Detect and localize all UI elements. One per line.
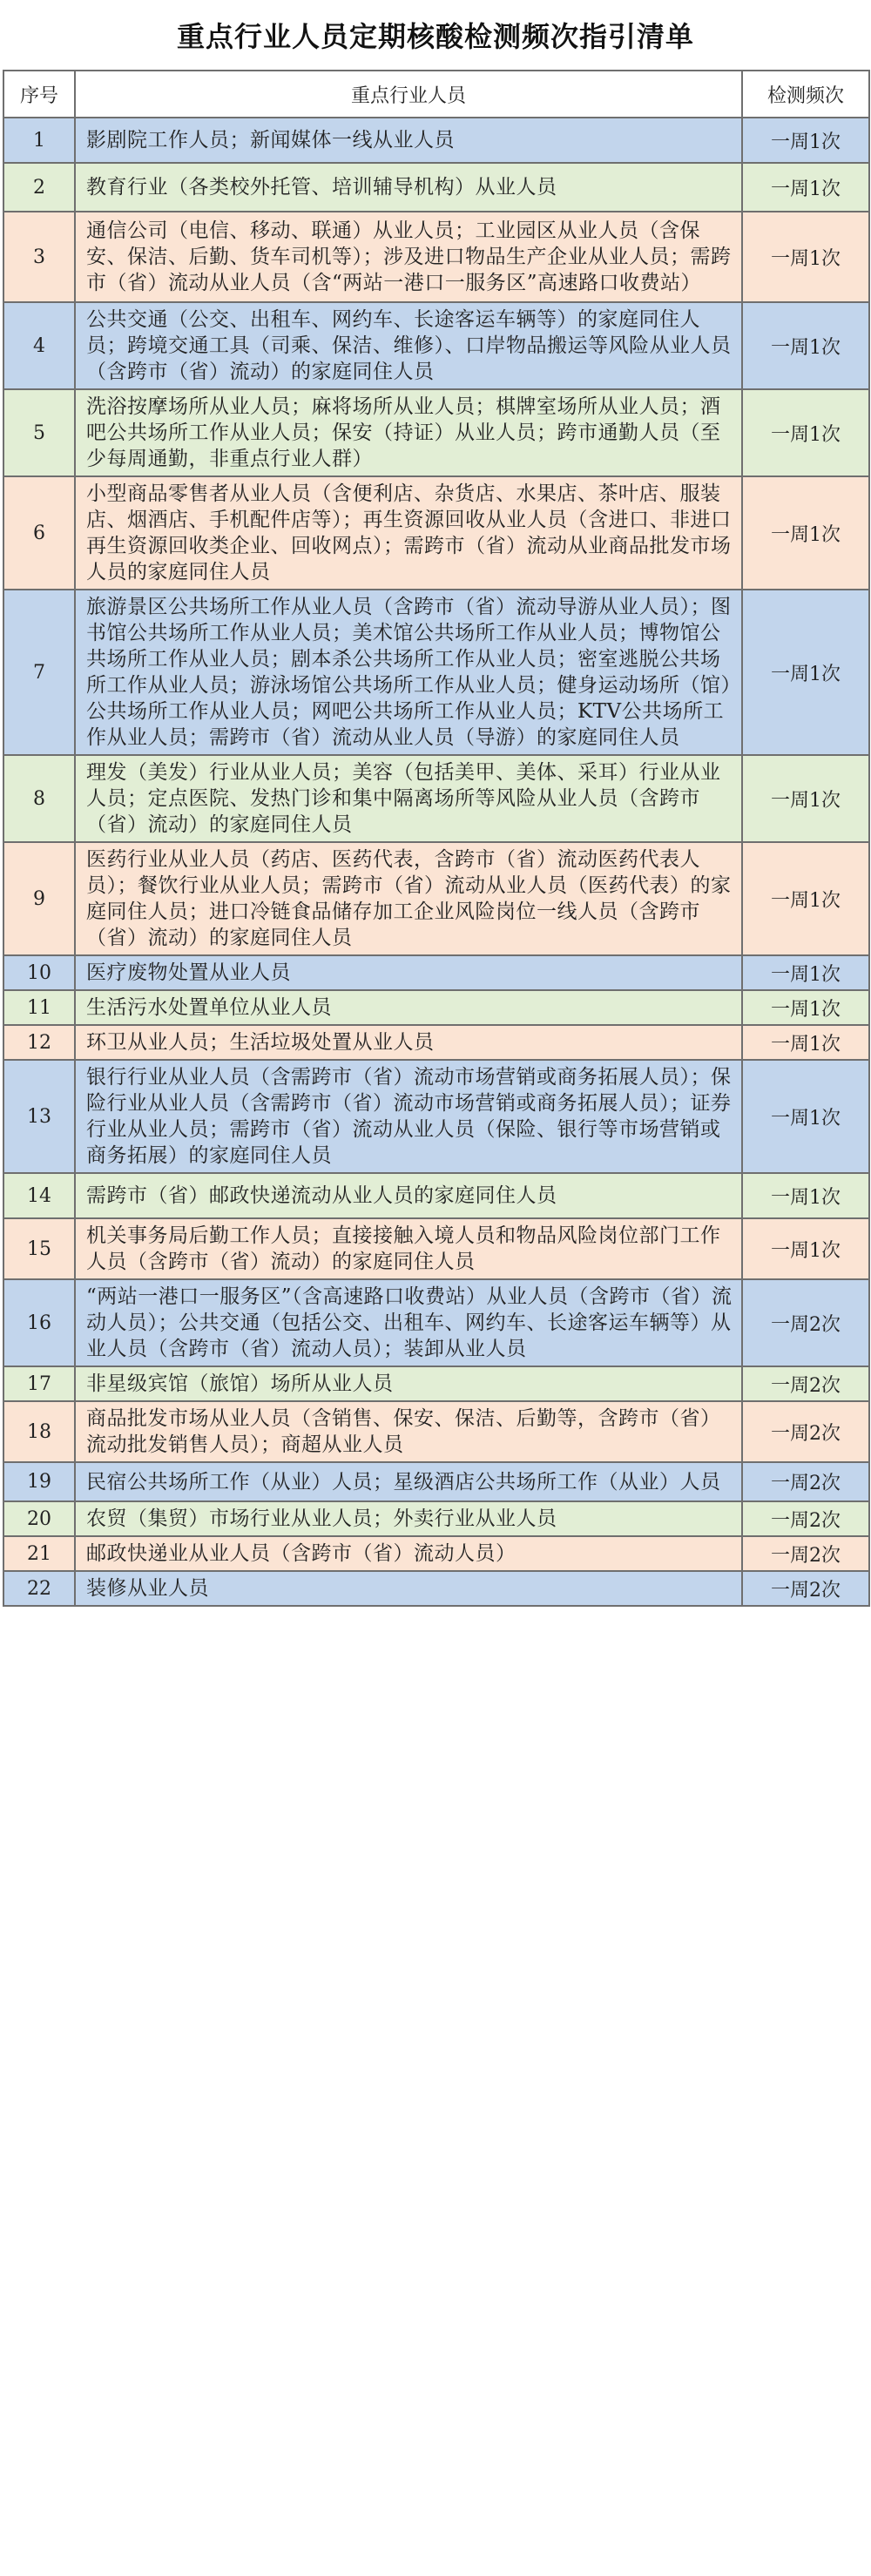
table-row xyxy=(3,1501,869,1536)
row-staff: 商品批发市场从业人员（含销售、保安、保洁、后勤等，含跨市（省）流动批发销售人员）；商超从业人员 xyxy=(75,1401,742,1462)
frequency-table xyxy=(3,70,870,1607)
row-staff: 洗浴按摩场所从业人员；麻将场所从业人员；棋牌室场所从业人员；酒吧公共场所工作从业人员；保安（持证）从业人员；跨市通勤人员（至少每周通勤，非重点行业人群） xyxy=(75,389,742,476)
row-frequency: 一周2次 xyxy=(742,1279,869,1366)
row-number: 13 xyxy=(3,1060,75,1173)
row-number: 7 xyxy=(3,590,75,755)
row-frequency: 一周1次 xyxy=(742,302,869,389)
row-number: 10 xyxy=(3,955,75,990)
row-staff: 医药行业从业人员（药店、医药代表，含跨市（省）流动医药代表人员）；餐饮行业从业人员；需跨市（省）流动从业人员（医药代表）的家庭同住人员；进口冷链食品储存加工企业风险岗位一线人员（含跨市（省）流动）的家庭同住人员 xyxy=(75,842,742,955)
row-number: 21 xyxy=(3,1536,75,1571)
row-frequency: 一周2次 xyxy=(742,1536,869,1571)
table-row xyxy=(3,212,869,302)
row-staff: 装修从业人员 xyxy=(75,1571,742,1606)
table-row xyxy=(3,1025,869,1060)
header-staff: 重点行业人员 xyxy=(75,71,742,118)
table-row xyxy=(3,990,869,1025)
row-staff: 环卫从业人员；生活垃圾处置从业人员 xyxy=(75,1025,742,1060)
row-number: 14 xyxy=(3,1173,75,1218)
page-title: 重点行业人员定期核酸检测频次指引清单 xyxy=(176,20,694,53)
row-number: 15 xyxy=(3,1218,75,1279)
table-row xyxy=(3,389,869,476)
row-staff: 小型商品零售者从业人员（含便利店、杂货店、水果店、茶叶店、服装店、烟酒店、手机配件店等）；再生资源回收从业人员（含进口、非进口再生资源回收类企业、回收网点）；需跨市（省）流动从业商品批发市场人员的家庭同住人员 xyxy=(75,476,742,590)
table-row xyxy=(3,118,869,163)
row-number: 1 xyxy=(3,118,75,163)
row-staff: 通信公司（电信、移动、联通）从业人员；工业园区从业人员（含保安、保洁、后勤、货车司机等）；涉及进口物品生产企业从业人员；需跨市（省）流动从业人员（含“两站一港口一服务区”高速路口收费站） xyxy=(75,212,742,302)
row-number: 8 xyxy=(3,755,75,842)
row-frequency: 一周1次 xyxy=(742,1218,869,1279)
row-number: 6 xyxy=(3,476,75,590)
table-row xyxy=(3,755,869,842)
row-staff: 理发（美发）行业从业人员；美容（包括美甲、美体、采耳）行业从业人员；定点医院、发热门诊和集中隔离场所等风险从业人员（含跨市（省）流动）的家庭同住人员 xyxy=(75,755,742,842)
row-number: 12 xyxy=(3,1025,75,1060)
row-number: 9 xyxy=(3,842,75,955)
table-row xyxy=(3,1366,869,1401)
row-number: 2 xyxy=(3,163,75,212)
row-frequency: 一周1次 xyxy=(742,389,869,476)
row-frequency: 一周1次 xyxy=(742,842,869,955)
row-staff: “两站一港口一服务区”（含高速路口收费站）从业人员（含跨市（省）流动人员）；公共交通（包括公交、出租车、网约车、长途客运车辆等）从业人员（含跨市（省）流动人员）；装卸从业人员 xyxy=(75,1279,742,1366)
row-number: 3 xyxy=(3,212,75,302)
table-row xyxy=(3,955,869,990)
table-row xyxy=(3,842,869,955)
table-row xyxy=(3,590,869,755)
row-frequency: 一周1次 xyxy=(742,590,869,755)
row-staff: 非星级宾馆（旅馆）场所从业人员 xyxy=(75,1366,742,1401)
row-staff: 银行行业从业人员（含需跨市（省）流动市场营销或商务拓展人员）；保险行业从业人员（含需跨市（省）流动市场营销或商务拓展人员）；证券行业从业人员；需跨市（省）流动从业人员（保险、银行等市场营销或商务拓展）的家庭同住人员 xyxy=(75,1060,742,1173)
table-body xyxy=(3,118,869,1606)
table-row xyxy=(3,1401,869,1462)
row-staff: 生活污水处置单位从业人员 xyxy=(75,990,742,1025)
row-frequency: 一周1次 xyxy=(742,1173,869,1218)
table-row xyxy=(3,1462,869,1501)
row-staff: 邮政快递业从业人员（含跨市（省）流动人员） xyxy=(75,1536,742,1571)
row-staff: 教育行业（各类校外托管、培训辅导机构）从业人员 xyxy=(75,163,742,212)
row-number: 18 xyxy=(3,1401,75,1462)
row-number: 22 xyxy=(3,1571,75,1606)
row-number: 11 xyxy=(3,990,75,1025)
row-staff: 公共交通（公交、出租车、网约车、长途客运车辆等）的家庭同住人员；跨境交通工具（司乘、保洁、维修）、口岸物品搬运等风险从业人员（含跨市（省）流动）的家庭同住人员 xyxy=(75,302,742,389)
table-row xyxy=(3,1218,869,1279)
row-number: 5 xyxy=(3,389,75,476)
row-staff: 机关事务局后勤工作人员；直接接触入境人员和物品风险岗位部门工作人员（含跨市（省）流动）的家庭同住人员 xyxy=(75,1218,742,1279)
row-frequency: 一周1次 xyxy=(742,212,869,302)
row-staff: 医疗废物处置从业人员 xyxy=(75,955,742,990)
row-staff: 民宿公共场所工作（从业）人员；星级酒店公共场所工作（从业）人员 xyxy=(75,1462,742,1501)
row-frequency: 一周1次 xyxy=(742,755,869,842)
row-frequency: 一周2次 xyxy=(742,1571,869,1606)
row-frequency: 一周1次 xyxy=(742,1025,869,1060)
row-number: 16 xyxy=(3,1279,75,1366)
row-frequency: 一周2次 xyxy=(742,1462,869,1501)
row-frequency: 一周1次 xyxy=(742,163,869,212)
row-frequency: 一周1次 xyxy=(742,118,869,163)
header-freq: 检测频次 xyxy=(742,71,869,118)
row-frequency: 一周1次 xyxy=(742,476,869,590)
row-frequency: 一周1次 xyxy=(742,990,869,1025)
row-frequency: 一周2次 xyxy=(742,1366,869,1401)
row-frequency: 一周1次 xyxy=(742,955,869,990)
table-row xyxy=(3,302,869,389)
table-row xyxy=(3,163,869,212)
row-staff: 需跨市（省）邮政快递流动从业人员的家庭同住人员 xyxy=(75,1173,742,1218)
row-number: 20 xyxy=(3,1501,75,1536)
row-number: 17 xyxy=(3,1366,75,1401)
row-frequency: 一周2次 xyxy=(742,1501,869,1536)
row-frequency: 一周1次 xyxy=(742,1060,869,1173)
row-staff: 农贸（集贸）市场行业从业人员；外卖行业从业人员 xyxy=(75,1501,742,1536)
row-staff: 旅游景区公共场所工作从业人员（含跨市（省）流动导游从业人员）；图书馆公共场所工作从业人员；美术馆公共场所工作从业人员；博物馆公共场所工作从业人员；剧本杀公共场所工作从业人员；密室逃脱公共场所工作从业人员；游泳场馆公共场所工作从业人员；健身运动场所（馆）公共场所工作从业人员；网吧公共场所工作从业人员；KTV公共场所工作从业人员；需跨市（省）流动从业人员（导游）的家庭同住人员 xyxy=(75,590,742,755)
table-row xyxy=(3,1279,869,1366)
row-number: 19 xyxy=(3,1462,75,1501)
table-row xyxy=(3,476,869,590)
table-row xyxy=(3,1571,869,1606)
row-number: 4 xyxy=(3,302,75,389)
row-staff: 影剧院工作人员；新闻媒体一线从业人员 xyxy=(75,118,742,163)
table-row xyxy=(3,1536,869,1571)
header-row xyxy=(3,71,869,118)
row-frequency: 一周2次 xyxy=(742,1401,869,1462)
table-row xyxy=(3,1173,869,1218)
header-no: 序号 xyxy=(3,71,75,118)
table-row xyxy=(3,1060,869,1173)
